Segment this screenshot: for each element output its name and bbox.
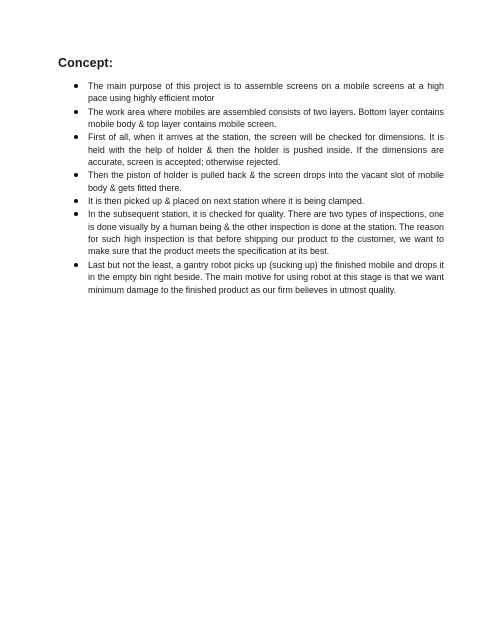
bullet-text: Then the piston of holder is pulled back & the screen drops into the vacant slot of mobile body & gets fitted there. <box>88 170 444 193</box>
bullet-text: First of all, when it arrives at the station, the screen will be checked for dimensions. It is held with the help of holder & then the holder is pushed inside. If the dimensions are accurate, screen is accepted; otherwise rejected. <box>88 132 444 168</box>
bullet-text: In the subsequent station, it is checked for quality. There are two types of inspections, one is done visually by a human being & the other inspection is done at the station. The reason for such high inspection is that before shipping our product to the customer, we want to make sure that the product meets the specification at its best. <box>88 209 444 257</box>
concept-bullet-list <box>72 80 444 297</box>
bullet-item <box>72 106 444 131</box>
bullet-icon <box>74 199 78 203</box>
bullet-icon <box>74 84 78 88</box>
bullet-icon <box>74 173 78 177</box>
bullet-item <box>72 208 444 257</box>
bullet-text: The work area where mobiles are assembled consists of two layers. Bottom layer contains mobile body & top layer contains mobile screen. <box>88 106 444 130</box>
bullet-item <box>72 80 444 105</box>
bullet-item <box>72 131 444 168</box>
bullet-icon <box>74 110 78 114</box>
bullet-icon <box>74 263 78 267</box>
bullet-item <box>72 259 444 296</box>
bullet-item <box>72 169 444 194</box>
bullet-text: The main purpose of this project is to assemble screens on a mobile screens at a high pace using highly efficient motor <box>88 81 444 104</box>
bullet-text: Last but not the least, a gantry robot picks up (sucking up) the finished mobile and drops it in the empty bin right beside. The main motive for using robot at this stage is that we want minimum damage to the finished product as our firm believes in utmost quality. <box>88 259 444 295</box>
bullet-icon <box>74 135 78 139</box>
bullet-item <box>72 195 444 207</box>
bullet-icon <box>74 212 78 216</box>
section-heading: Concept: <box>58 56 113 70</box>
bullet-text: It is then picked up & placed on next station where it is being clamped. <box>88 196 365 207</box>
